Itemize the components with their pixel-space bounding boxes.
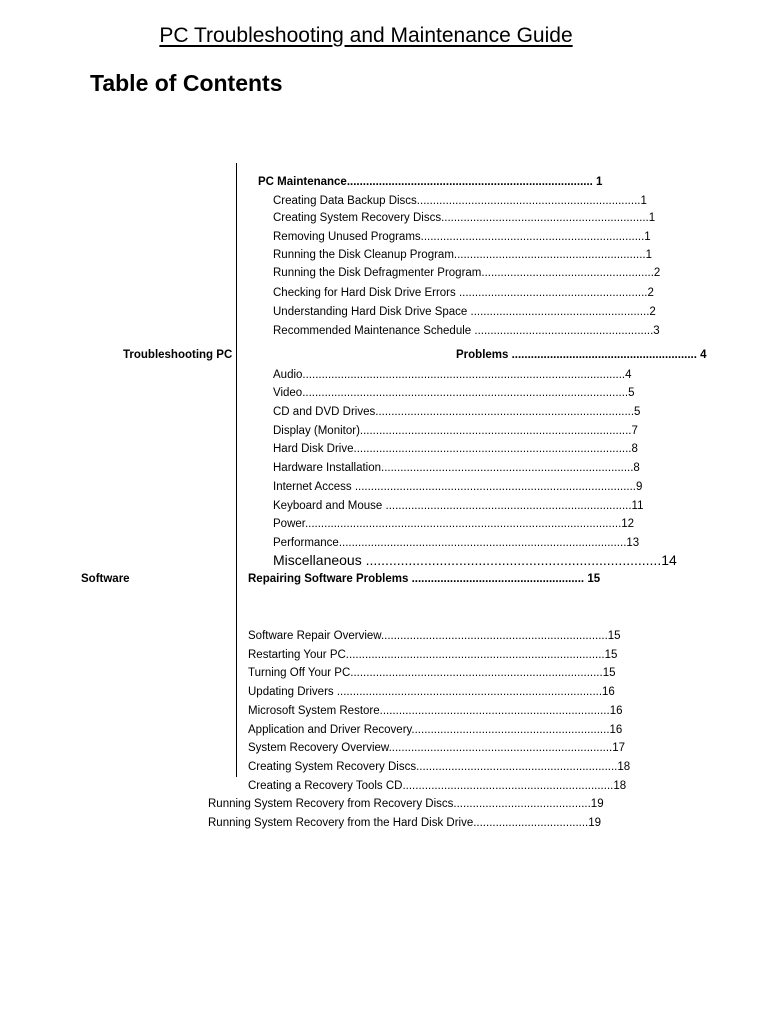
toc-entry[interactable]: System Recovery Overview......................................................................17	[248, 742, 626, 754]
toc-entry[interactable]: Video......................................................................................................5	[273, 387, 635, 399]
toc-entry[interactable]: Restarting Your PC.................................................................................15	[248, 649, 618, 661]
toc-heading-pc-maintenance[interactable]: PC Maintenance............................................................................. 1	[258, 176, 603, 188]
toc-entry[interactable]: Recommended Maintenance Schedule ........................................................3	[273, 325, 660, 337]
document-title: PC Troubleshooting and Maintenance Guide	[159, 24, 573, 47]
toc-entry[interactable]: Turning Off Your PC...............................................................................15	[248, 667, 616, 679]
toc-entry[interactable]: Internet Access ........................................................................................9	[273, 481, 643, 493]
toc-heading-repairing-software[interactable]: Repairing Software Problems ...................................................... 15	[248, 573, 601, 585]
toc-entry[interactable]: Understanding Hard Disk Drive Space ........................................................2	[273, 306, 656, 318]
toc-heading-problems[interactable]: Problems .......................................................... 4	[456, 349, 707, 361]
toc-entry[interactable]: Creating System Recovery Discs...............................................................18	[248, 761, 631, 773]
toc-entry[interactable]: Running System Recovery from Recovery Discs...........................................19	[208, 798, 604, 810]
toc-entry[interactable]: Power...................................................................................................12	[273, 518, 635, 530]
toc-entry[interactable]: Creating a Recovery Tools CD..................................................................18	[248, 780, 627, 792]
toc-entry[interactable]: Application and Driver Recovery..............................................................16	[248, 724, 623, 736]
toc-entry[interactable]: Hard Disk Drive.......................................................................................8	[273, 443, 638, 455]
toc-entry[interactable]: Updating Drivers ...................................................................................16	[248, 686, 615, 698]
toc-heading: Table of Contents	[90, 70, 283, 96]
side-label-troubleshooting: Troubleshooting PC	[123, 349, 233, 361]
toc-entry[interactable]: Performance..........................................................................................13	[273, 537, 640, 549]
toc-entry[interactable]: Creating System Recovery Discs.................................................................1	[273, 212, 656, 224]
toc-entry[interactable]: Running the Disk Defragmenter Program......................................................2	[273, 267, 661, 279]
toc-entry[interactable]: Removing Unused Programs......................................................................1	[273, 231, 651, 243]
toc-entry[interactable]: Running System Recovery from the Hard Disk Drive....................................19	[208, 817, 602, 829]
toc-entry[interactable]: Display (Monitor).....................................................................................7	[273, 425, 638, 437]
toc-entry[interactable]: Microsoft System Restore........................................................................16	[248, 705, 623, 717]
toc-entry-miscellaneous[interactable]: Miscellaneous ............................................................................14	[273, 552, 677, 568]
toc-entry[interactable]: CD and DVD Drives.................................................................................5	[273, 406, 641, 418]
vertical-divider	[236, 163, 237, 777]
toc-entry[interactable]: Running the Disk Cleanup Program............................................................1	[273, 249, 653, 261]
toc-entry[interactable]: Audio.....................................................................................................4	[273, 369, 632, 381]
toc-entry[interactable]: Creating Data Backup Discs......................................................................1	[273, 195, 647, 207]
toc-entry[interactable]: Software Repair Overview.......................................................................15	[248, 630, 621, 642]
toc-entry[interactable]: Hardware Installation...............................................................................8	[273, 462, 640, 474]
toc-entry[interactable]: Checking for Hard Disk Drive Errors ...........................................................2	[273, 287, 654, 299]
side-label-software: Software	[81, 573, 130, 585]
toc-entry[interactable]: Keyboard and Mouse .............................................................................11	[273, 500, 644, 512]
